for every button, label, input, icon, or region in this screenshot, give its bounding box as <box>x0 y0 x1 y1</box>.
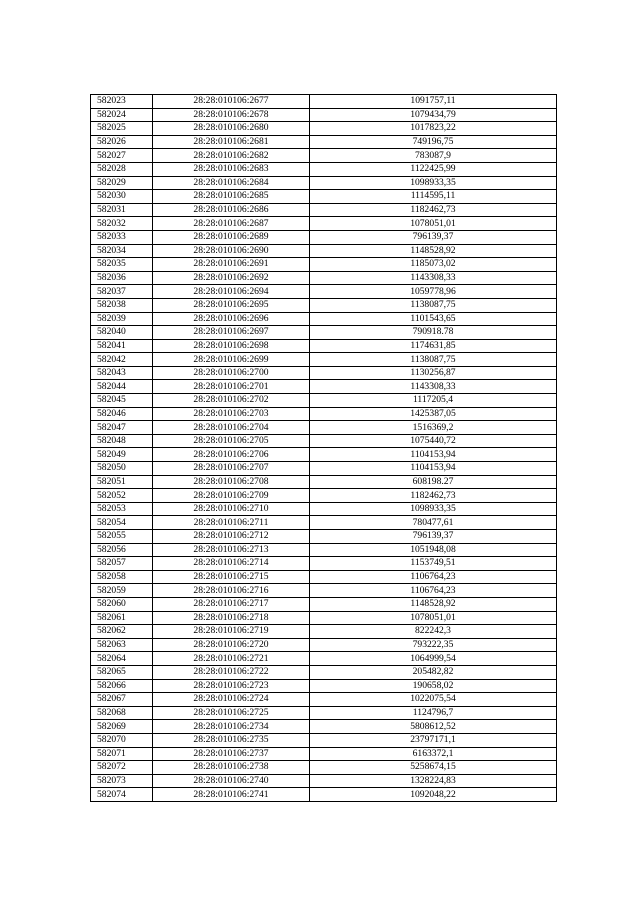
row-number-cell: 582047 <box>91 421 153 435</box>
table-row <box>91 244 557 258</box>
table-row <box>91 162 557 176</box>
table-row <box>91 108 557 122</box>
cadastral-value-cell: 1174631,85 <box>310 339 557 353</box>
cadastral-value-cell: 1078051,01 <box>310 217 557 231</box>
row-number-cell: 582041 <box>91 339 153 353</box>
table-row <box>91 611 557 625</box>
table-row <box>91 475 557 489</box>
cadastral-number-cell: 28:28:010106:2707 <box>153 462 310 476</box>
table-row <box>91 489 557 503</box>
table-row <box>91 312 557 326</box>
table-row <box>91 530 557 544</box>
cadastral-value-cell: 1138087,75 <box>310 298 557 312</box>
cadastral-number-cell: 28:28:010106:2738 <box>153 761 310 775</box>
cadastral-number-cell: 28:28:010106:2697 <box>153 326 310 340</box>
row-number-cell: 582031 <box>91 203 153 217</box>
row-number-cell: 582053 <box>91 502 153 516</box>
row-number-cell: 582056 <box>91 543 153 557</box>
cadastral-number-cell: 28:28:010106:2698 <box>153 339 310 353</box>
cadastral-value-cell: 1130256,87 <box>310 366 557 380</box>
table-row <box>91 733 557 747</box>
row-number-cell: 582071 <box>91 747 153 761</box>
table-row <box>91 570 557 584</box>
row-number-cell: 582060 <box>91 597 153 611</box>
cadastral-number-cell: 28:28:010106:2711 <box>153 516 310 530</box>
table-row <box>91 584 557 598</box>
cadastral-number-cell: 28:28:010106:2692 <box>153 271 310 285</box>
cadastral-value-cell: 1114595,11 <box>310 190 557 204</box>
cadastral-value-cell: 1106764,23 <box>310 570 557 584</box>
row-number-cell: 582068 <box>91 706 153 720</box>
cadastral-number-cell: 28:28:010106:2715 <box>153 570 310 584</box>
row-number-cell: 582065 <box>91 665 153 679</box>
cadastral-number-cell: 28:28:010106:2687 <box>153 217 310 231</box>
cadastral-number-cell: 28:28:010106:2734 <box>153 720 310 734</box>
cadastral-value-cell: 1022075,54 <box>310 693 557 707</box>
cadastral-number-cell: 28:28:010106:2686 <box>153 203 310 217</box>
row-number-cell: 582069 <box>91 720 153 734</box>
cadastral-number-cell: 28:28:010106:2713 <box>153 543 310 557</box>
table-row <box>91 788 557 802</box>
cadastral-value-cell: 1516369,2 <box>310 421 557 435</box>
cadastral-number-cell: 28:28:010106:2712 <box>153 530 310 544</box>
cadastral-value-cell: 190658,02 <box>310 679 557 693</box>
cadastral-number-cell: 28:28:010106:2699 <box>153 353 310 367</box>
cadastral-value-cell: 1098933,35 <box>310 502 557 516</box>
cadastral-value-cell: 790918.78 <box>310 326 557 340</box>
cadastral-value-cell: 1153749,51 <box>310 557 557 571</box>
row-number-cell: 582064 <box>91 652 153 666</box>
cadastral-value-cell: 1092048,22 <box>310 788 557 802</box>
cadastral-number-cell: 28:28:010106:2737 <box>153 747 310 761</box>
cadastral-number-cell: 28:28:010106:2741 <box>153 788 310 802</box>
cadastral-value-cell: 1051948,08 <box>310 543 557 557</box>
cadastral-value-cell: 1059778,96 <box>310 285 557 299</box>
cadastral-number-cell: 28:28:010106:2704 <box>153 421 310 435</box>
cadastral-number-cell: 28:28:010106:2719 <box>153 625 310 639</box>
table-row <box>91 652 557 666</box>
cadastral-value-cell: 1124796,7 <box>310 706 557 720</box>
cadastral-value-cell: 1122425,99 <box>310 162 557 176</box>
cadastral-value-cell: 1079434,79 <box>310 108 557 122</box>
cadastral-number-cell: 28:28:010106:2710 <box>153 502 310 516</box>
table-row <box>91 339 557 353</box>
cadastral-number-cell: 28:28:010106:2677 <box>153 95 310 109</box>
table-row <box>91 761 557 775</box>
row-number-cell: 582039 <box>91 312 153 326</box>
cadastral-value-cell: 1078051,01 <box>310 611 557 625</box>
row-number-cell: 582040 <box>91 326 153 340</box>
cadastral-value-cell: 1143308,33 <box>310 271 557 285</box>
table-row <box>91 203 557 217</box>
row-number-cell: 582048 <box>91 434 153 448</box>
cadastral-number-cell: 28:28:010106:2723 <box>153 679 310 693</box>
cadastral-number-cell: 28:28:010106:2683 <box>153 162 310 176</box>
table-row <box>91 190 557 204</box>
cadastral-number-cell: 28:28:010106:2691 <box>153 258 310 272</box>
table-row <box>91 258 557 272</box>
table-row <box>91 407 557 421</box>
cadastral-value-cell: 1425387,05 <box>310 407 557 421</box>
cadastral-number-cell: 28:28:010106:2717 <box>153 597 310 611</box>
row-number-cell: 582054 <box>91 516 153 530</box>
cadastral-number-cell: 28:28:010106:2689 <box>153 230 310 244</box>
row-number-cell: 582038 <box>91 298 153 312</box>
cadastral-number-cell: 28:28:010106:2708 <box>153 475 310 489</box>
row-number-cell: 582029 <box>91 176 153 190</box>
cadastral-number-cell: 28:28:010106:2714 <box>153 557 310 571</box>
row-number-cell: 582050 <box>91 462 153 476</box>
cadastral-number-cell: 28:28:010106:2740 <box>153 774 310 788</box>
cadastral-number-cell: 28:28:010106:2678 <box>153 108 310 122</box>
cadastral-number-cell: 28:28:010106:2696 <box>153 312 310 326</box>
cadastral-number-cell: 28:28:010106:2682 <box>153 149 310 163</box>
table-row <box>91 597 557 611</box>
row-number-cell: 582067 <box>91 693 153 707</box>
row-number-cell: 582052 <box>91 489 153 503</box>
row-number-cell: 582043 <box>91 366 153 380</box>
table-row <box>91 298 557 312</box>
cadastral-value-cell: 1104153,94 <box>310 462 557 476</box>
cadastral-value-cell: 1075440,72 <box>310 434 557 448</box>
table-row <box>91 326 557 340</box>
table-row <box>91 217 557 231</box>
table-row <box>91 543 557 557</box>
table-row <box>91 271 557 285</box>
row-number-cell: 582055 <box>91 530 153 544</box>
row-number-cell: 582061 <box>91 611 153 625</box>
cadastral-number-cell: 28:28:010106:2720 <box>153 638 310 652</box>
cadastral-value-cell: 5808612,52 <box>310 720 557 734</box>
row-number-cell: 582026 <box>91 135 153 149</box>
table-row <box>91 638 557 652</box>
table-row <box>91 462 557 476</box>
cadastral-number-cell: 28:28:010106:2722 <box>153 665 310 679</box>
table-row <box>91 380 557 394</box>
cadastral-number-cell: 28:28:010106:2694 <box>153 285 310 299</box>
row-number-cell: 582024 <box>91 108 153 122</box>
cadastral-number-cell: 28:28:010106:2685 <box>153 190 310 204</box>
row-number-cell: 582072 <box>91 761 153 775</box>
cadastral-value-cell: 5258674,15 <box>310 761 557 775</box>
cadastral-value-cell: 1182462,73 <box>310 489 557 503</box>
row-number-cell: 582028 <box>91 162 153 176</box>
cadastral-value-cell: 6163372,1 <box>310 747 557 761</box>
cadastral-value-cell: 793222,35 <box>310 638 557 652</box>
table-row <box>91 557 557 571</box>
table-row <box>91 421 557 435</box>
table-row <box>91 448 557 462</box>
cadastral-value-cell: 796139,37 <box>310 530 557 544</box>
row-number-cell: 582045 <box>91 394 153 408</box>
row-number-cell: 582070 <box>91 733 153 747</box>
table-row <box>91 665 557 679</box>
cadastral-value-cell: 1138087,75 <box>310 353 557 367</box>
table-row <box>91 95 557 109</box>
cadastral-value-cell: 1091757,11 <box>310 95 557 109</box>
cadastral-value-cell: 608198.27 <box>310 475 557 489</box>
cadastral-number-cell: 28:28:010106:2735 <box>153 733 310 747</box>
table-row <box>91 135 557 149</box>
cadastral-number-cell: 28:28:010106:2706 <box>153 448 310 462</box>
row-number-cell: 582049 <box>91 448 153 462</box>
cadastral-value-cell: 1106764,23 <box>310 584 557 598</box>
cadastral-number-cell: 28:28:010106:2695 <box>153 298 310 312</box>
cadastral-value-cell: 1064999,54 <box>310 652 557 666</box>
table-body <box>91 95 557 802</box>
table-row <box>91 394 557 408</box>
cadastral-number-cell: 28:28:010106:2725 <box>153 706 310 720</box>
row-number-cell: 582058 <box>91 570 153 584</box>
cadastral-value-cell: 1017823,22 <box>310 122 557 136</box>
cadastral-number-cell: 28:28:010106:2718 <box>153 611 310 625</box>
table-row <box>91 285 557 299</box>
cadastral-number-cell: 28:28:010106:2721 <box>153 652 310 666</box>
cadastral-value-cell: 23797171,1 <box>310 733 557 747</box>
table-row <box>91 502 557 516</box>
row-number-cell: 582033 <box>91 230 153 244</box>
row-number-cell: 582046 <box>91 407 153 421</box>
row-number-cell: 582023 <box>91 95 153 109</box>
cadastral-value-cell: 1101543,65 <box>310 312 557 326</box>
cadastral-value-cell: 1104153,94 <box>310 448 557 462</box>
table-row <box>91 122 557 136</box>
cadastral-number-cell: 28:28:010106:2701 <box>153 380 310 394</box>
table-row <box>91 720 557 734</box>
row-number-cell: 582030 <box>91 190 153 204</box>
cadastral-number-cell: 28:28:010106:2724 <box>153 693 310 707</box>
table-row <box>91 149 557 163</box>
row-number-cell: 582032 <box>91 217 153 231</box>
row-number-cell: 582057 <box>91 557 153 571</box>
row-number-cell: 582035 <box>91 258 153 272</box>
cadastral-value-cell: 1098933,35 <box>310 176 557 190</box>
table-row <box>91 706 557 720</box>
cadastral-number-cell: 28:28:010106:2680 <box>153 122 310 136</box>
row-number-cell: 582037 <box>91 285 153 299</box>
cadastral-number-cell: 28:28:010106:2681 <box>153 135 310 149</box>
row-number-cell: 582036 <box>91 271 153 285</box>
row-number-cell: 582044 <box>91 380 153 394</box>
table-row <box>91 434 557 448</box>
table-row <box>91 774 557 788</box>
table-row <box>91 625 557 639</box>
cadastral-value-cell: 796139,37 <box>310 230 557 244</box>
row-number-cell: 582025 <box>91 122 153 136</box>
table-row <box>91 176 557 190</box>
row-number-cell: 582066 <box>91 679 153 693</box>
table-row <box>91 693 557 707</box>
cadastral-number-cell: 28:28:010106:2705 <box>153 434 310 448</box>
cadastral-number-cell: 28:28:010106:2684 <box>153 176 310 190</box>
row-number-cell: 582063 <box>91 638 153 652</box>
row-number-cell: 582062 <box>91 625 153 639</box>
cadastral-value-cell: 1117205,4 <box>310 394 557 408</box>
cadastral-number-cell: 28:28:010106:2703 <box>153 407 310 421</box>
row-number-cell: 582073 <box>91 774 153 788</box>
cadastral-value-cell: 780477,61 <box>310 516 557 530</box>
row-number-cell: 582051 <box>91 475 153 489</box>
cadastral-number-cell: 28:28:010106:2702 <box>153 394 310 408</box>
table-row <box>91 230 557 244</box>
cadastral-value-cell: 205482,82 <box>310 665 557 679</box>
row-number-cell: 582042 <box>91 353 153 367</box>
table-row <box>91 747 557 761</box>
row-number-cell: 582074 <box>91 788 153 802</box>
cadastral-value-cell: 1148528,92 <box>310 597 557 611</box>
row-number-cell: 582027 <box>91 149 153 163</box>
cadastral-value-cell: 1143308,33 <box>310 380 557 394</box>
table-row <box>91 516 557 530</box>
cadastral-value-cell: 822242,3 <box>310 625 557 639</box>
cadastral-value-cell: 783087,9 <box>310 149 557 163</box>
table-row <box>91 366 557 380</box>
cadastral-value-cell: 1148528,92 <box>310 244 557 258</box>
cadastral-number-cell: 28:28:010106:2716 <box>153 584 310 598</box>
table-row <box>91 353 557 367</box>
row-number-cell: 582034 <box>91 244 153 258</box>
cadastral-number-cell: 28:28:010106:2709 <box>153 489 310 503</box>
cadastral-number-cell: 28:28:010106:2690 <box>153 244 310 258</box>
row-number-cell: 582059 <box>91 584 153 598</box>
cadastral-value-cell: 749196,75 <box>310 135 557 149</box>
cadastral-value-cell: 1182462,73 <box>310 203 557 217</box>
cadastral-value-cell: 1328224,83 <box>310 774 557 788</box>
cadastral-number-cell: 28:28:010106:2700 <box>153 366 310 380</box>
cadastral-value-cell: 1185073,02 <box>310 258 557 272</box>
cadastral-value-table <box>90 94 557 802</box>
table-row <box>91 679 557 693</box>
